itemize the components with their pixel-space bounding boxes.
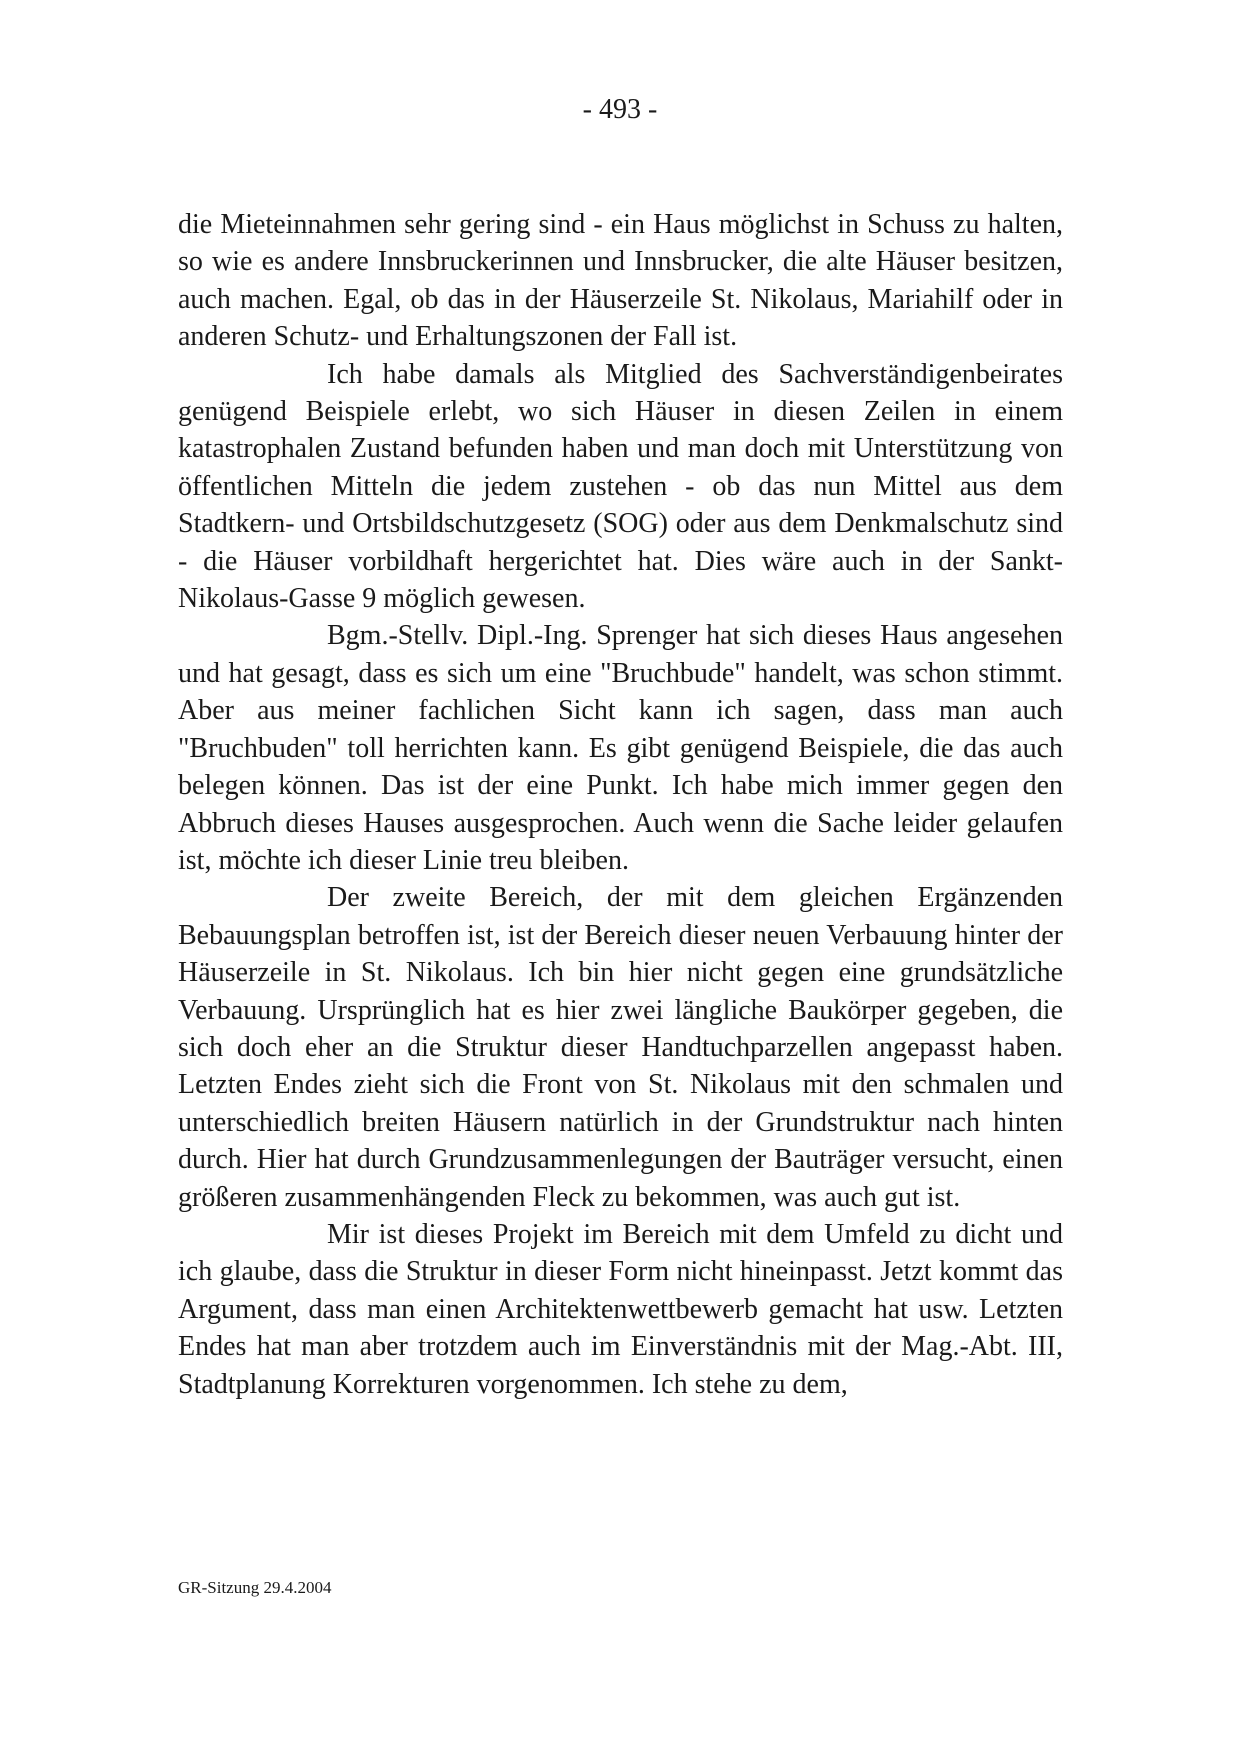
paragraph-1: die Mieteinnahmen sehr gering sind - ein Haus möglichst in Schuss zu halten, so wie es andere Innsbruckerinnen und Innsbrucker, die alte Häuser besitzen, auch machen. Egal, ob das in der Häuserzeile St. Nikolaus, Mariahilf oder in anderen Schutz- und Erhaltungszonen der Fall ist. bbox=[178, 209, 1063, 353]
page-number: - 493 - bbox=[582, 94, 658, 125]
paragraph-2: Ich habe damals als Mitglied des Sachverständigenbeirates genügend Beispiele erlebt, wo sich Häuser in diesen Zeilen in einem katastrophalen Zustand befunden haben und man doch mit Unterstützung von öffentlichen Mitteln die jedem zustehen - ob das nun Mittel aus dem Stadtkern- und Ortsbildschutzgesetz (SOG) oder aus dem Denkmalschutz sind - die Häuser vorbildhaft hergerichtet hat. Dies wäre auch in der Sankt-Nikolaus-Gasse 9 möglich gewesen. bbox=[178, 358, 1063, 615]
paragraph-5: Mir ist dieses Projekt im Bereich mit dem Umfeld zu dicht und ich glaube, dass die Struktur in dieser Form nicht hineinpasst. Jetzt kommt das Argument, dass man einen Architektenwettbewerb gemacht hat usw. Letzten Endes hat man aber trotzdem auch im Einverständnis mit der Mag.-Abt. III, Stadtplanung Korrekturen vorgenommen. Ich stehe zu dem, bbox=[178, 1218, 1063, 1400]
paragraph-3: Bgm.-Stellv. Dipl.-Ing. Sprenger hat sich dieses Haus angesehen und hat gesagt, dass es sich um eine "Bruchbude" handelt, was schon stimmt. Aber aus meiner fachlichen Sicht kann ich sagen, dass man auch "Bruchbuden" toll herrichten kann. Es gibt genügend Beispiele, die das auch belegen können. Das ist der eine Punkt. Ich habe mich immer gegen den Abbruch dieses Hauses ausgesprochen. Auch wenn die Sache leider gelaufen ist, möchte ich dieser Linie treu bleiben. bbox=[178, 620, 1063, 876]
paragraph-4: Der zweite Bereich, der mit dem gleichen Ergänzenden Bebauungsplan betroffen ist, ist der Bereich dieser neuen Verbauung hinter der Häuserzeile in St. Nikolaus. Ich bin hier nicht gegen eine grundsätzliche Verbauung. Ursprünglich hat es hier zwei längliche Baukörper gegeben, die sich doch eher an die Struktur dieser Handtuchparzellen angepasst haben. Letzten Endes zieht sich die Front von St. Nikolaus mit den schmalen und unterschiedlich breiten Häusern natürlich in der Grundstruktur nach hinten durch. Hier hat durch Grundzusammenlegungen der Bauträger versucht, einen größeren zusammenhängenden Fleck zu bekommen, was auch gut ist. bbox=[178, 882, 1063, 1213]
footer-session-date: GR-Sitzung 29.4.2004 bbox=[178, 1578, 332, 1597]
document-body bbox=[178, 206, 1063, 1403]
